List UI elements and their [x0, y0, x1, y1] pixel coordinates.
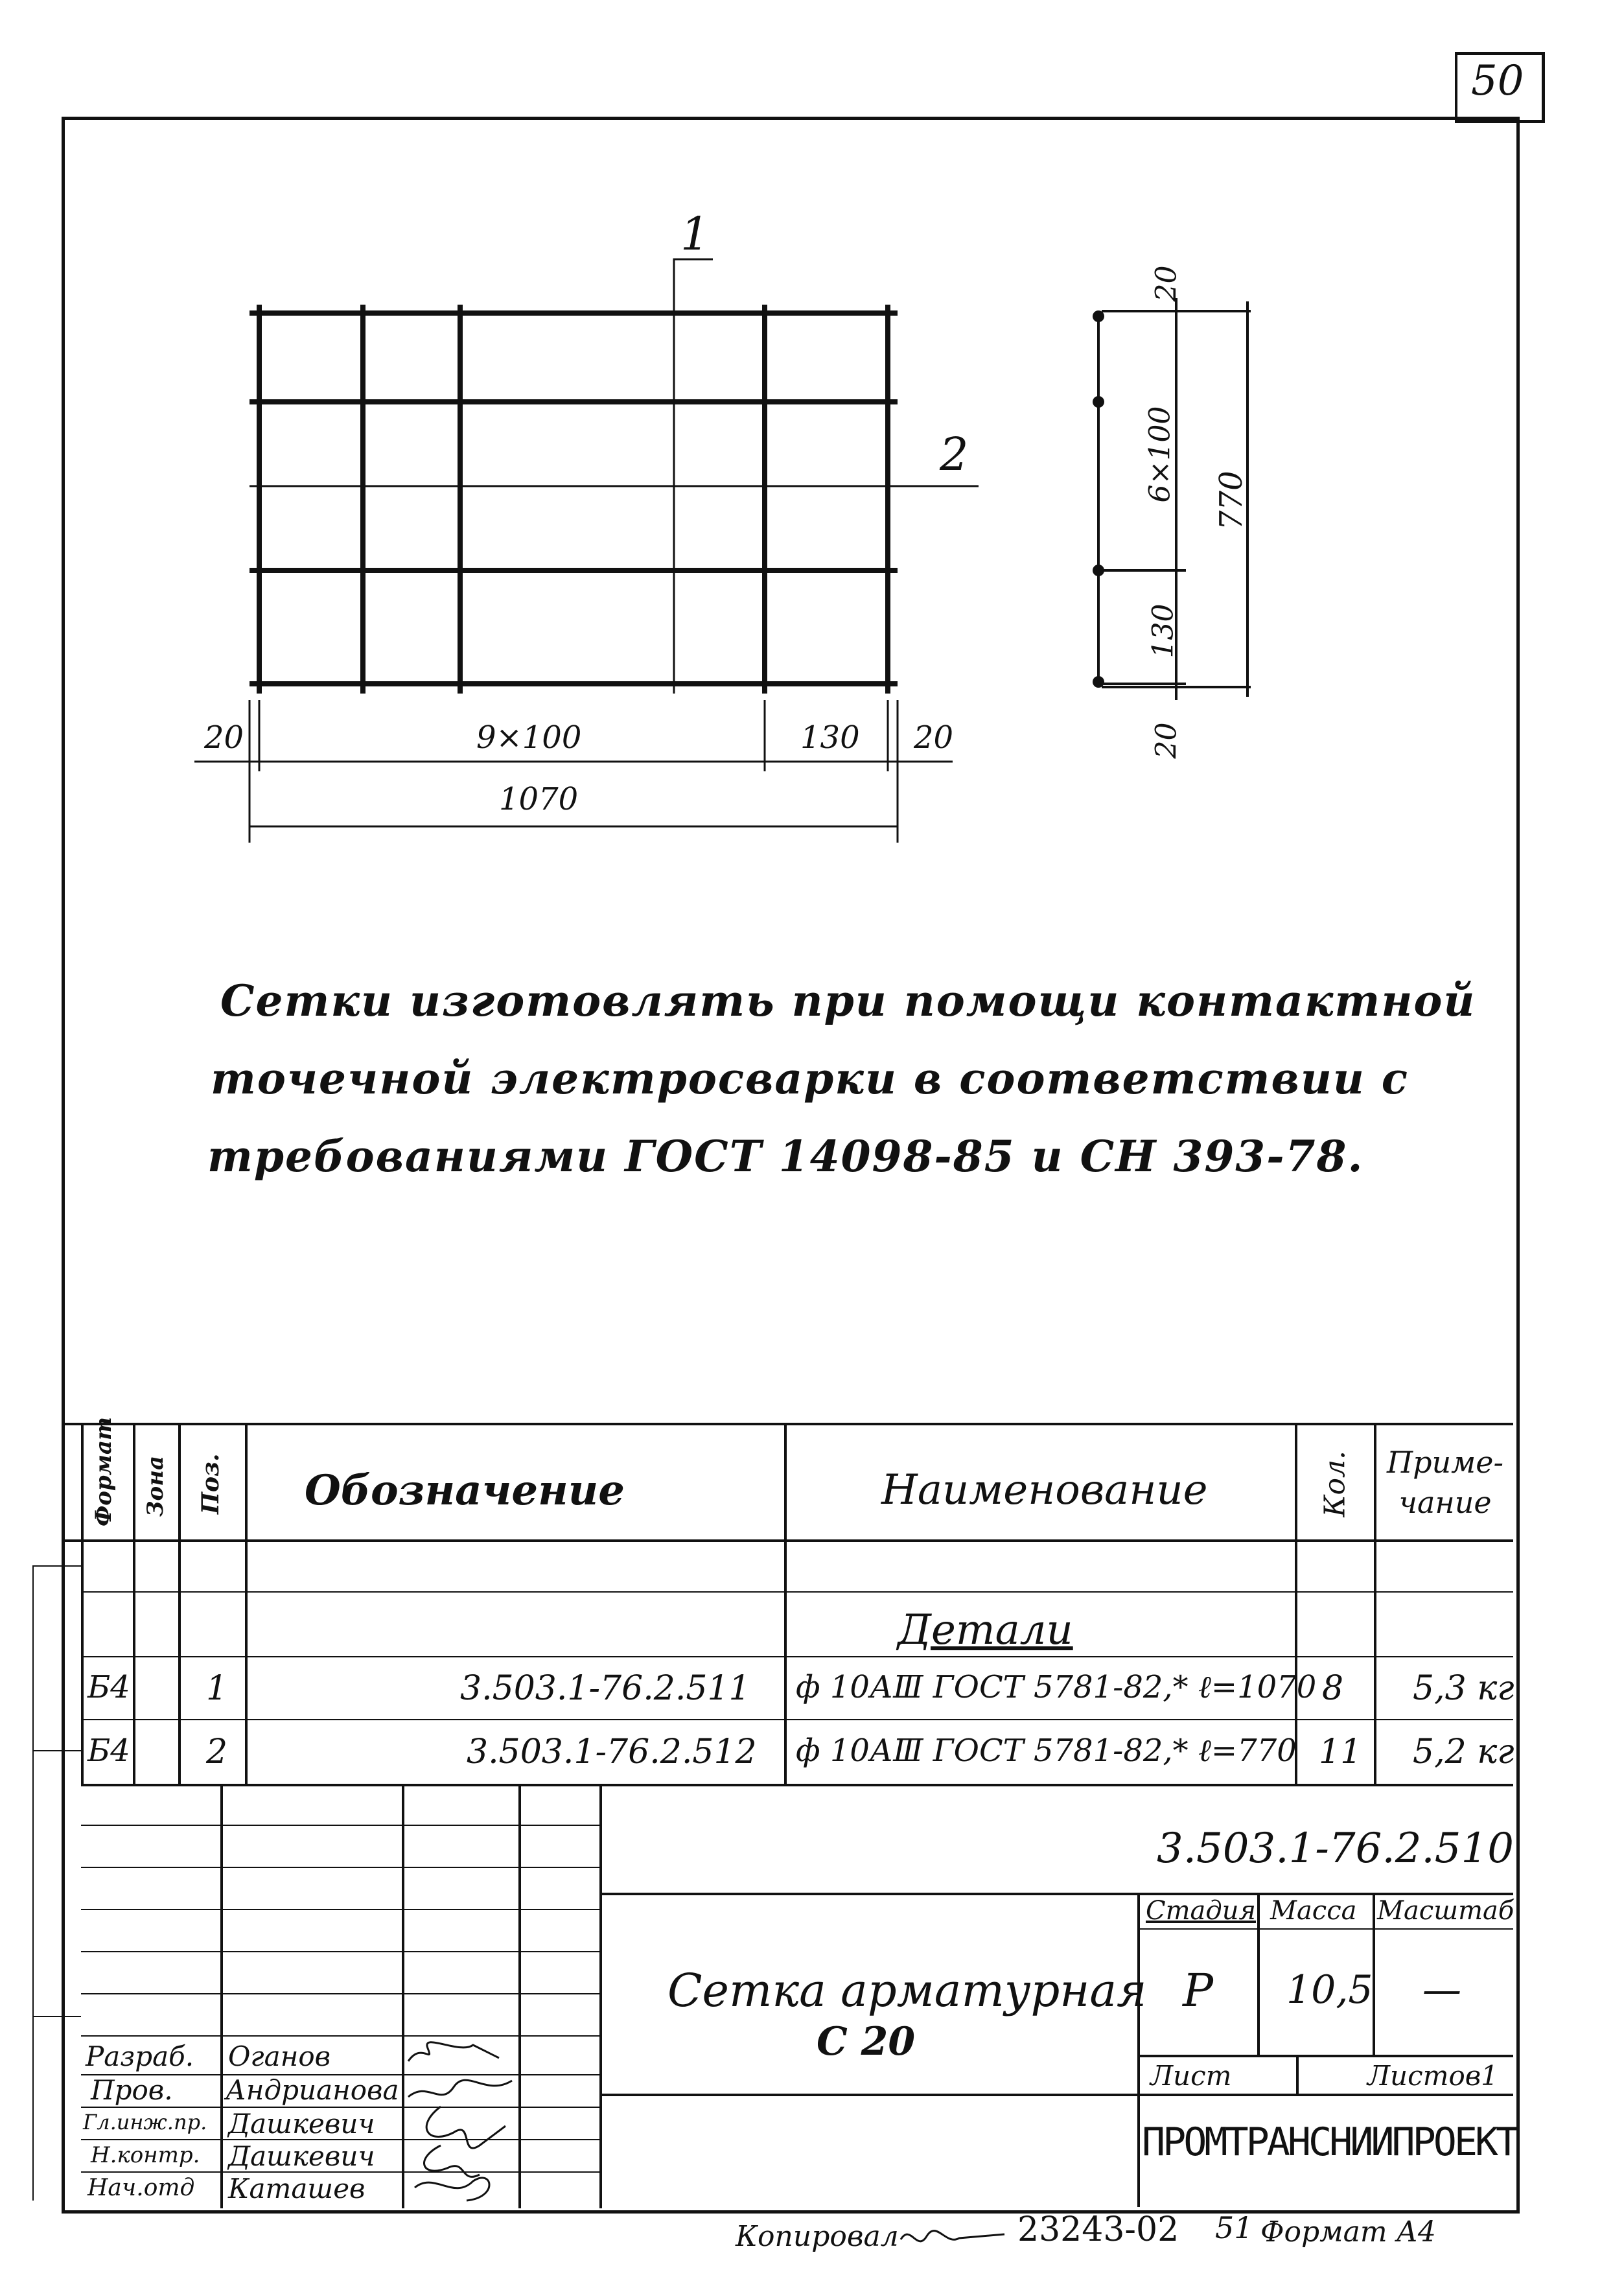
tb-rule: [1137, 2055, 1513, 2057]
margin-tick: [32, 2016, 81, 2017]
callout-1-leader: [674, 259, 713, 305]
tb-col: [518, 1784, 521, 2208]
spec-rule: [81, 1784, 1513, 1786]
note-line-2: точечной электросварки в соответствии с: [211, 1053, 1409, 1104]
mesh-longitudinal-bars: [249, 313, 898, 684]
dim-total-label: 1070: [499, 781, 579, 817]
signature-head: [415, 2178, 489, 2201]
tb-row: [81, 1825, 599, 1826]
name-checker: Андрианова: [226, 2074, 399, 2106]
note-line-3: требованиями ГОСТ 14098-85 и СН 393-78.: [207, 1131, 1364, 1182]
row2-qty: 11: [1319, 1733, 1362, 1771]
header-zone: Зона: [143, 1455, 168, 1517]
tb-row: [81, 1951, 599, 1952]
side-dim-6x100-label: 6×100: [1143, 406, 1177, 503]
row1-qty: 8: [1322, 1669, 1344, 1708]
row2-pos: 2: [206, 1733, 228, 1771]
tb-col: [1257, 1893, 1260, 2055]
side-bar-dot: [1093, 565, 1104, 576]
signatures: [402, 2035, 518, 2207]
side-dim-top-label: 20: [1150, 265, 1183, 302]
side-bar-dot: [1093, 310, 1104, 322]
spec-col: [178, 1423, 181, 1784]
role-dept-head: Нач.отд: [87, 2175, 195, 2201]
footer-format: Формат А4: [1260, 2215, 1436, 2249]
header-name: Наименование: [881, 1466, 1208, 1514]
header-pos: Поз.: [197, 1453, 224, 1514]
scale-label: Масштаб: [1377, 1896, 1514, 1926]
tb-row: [81, 2035, 599, 2037]
header-qty: Кол.: [1318, 1450, 1352, 1517]
footer-order: 23243-02: [1017, 2210, 1179, 2249]
margin-tick: [32, 1750, 81, 1751]
mass-label: Масса: [1270, 1896, 1357, 1926]
tb-row: [81, 1909, 599, 1910]
role-developer: Разраб.: [86, 2040, 194, 2072]
spec-col: [245, 1423, 248, 1784]
title-line-2: С 20: [817, 2019, 916, 2064]
sheet-number: 50: [1471, 57, 1524, 105]
tb-col: [1373, 1893, 1375, 2055]
spec-col: [784, 1423, 787, 1784]
name-norm-control: Дашкевич: [228, 2140, 375, 2172]
role-checker: Пров.: [91, 2074, 173, 2106]
header-note: Приме-чание: [1386, 1445, 1504, 1520]
row1-format: Б4: [87, 1669, 130, 1705]
copier-signature: [898, 2220, 1008, 2259]
footer-num: 51: [1215, 2210, 1253, 2245]
name-developer: Оганов: [228, 2040, 331, 2072]
sheets-label: Листов: [1367, 2060, 1481, 2092]
tb-col: [599, 1784, 602, 2208]
mass-value: 10,5: [1286, 1967, 1373, 2013]
tb-rule: [599, 1893, 1513, 1895]
spec-rule: [81, 1656, 1513, 1657]
mesh-transverse-bars: [259, 305, 888, 694]
stage-label: Стадия: [1146, 1896, 1256, 1926]
row1-designation: 3.503.1-76.2.511: [460, 1669, 750, 1708]
spec-col: [1295, 1423, 1297, 1784]
tb-col: [1137, 1893, 1140, 2207]
mesh-drawing: [0, 0, 1624, 907]
tb-rule: [1137, 1928, 1513, 1930]
spec-rule: [81, 1591, 1513, 1593]
row1-pos: 1: [206, 1669, 228, 1708]
side-dim-total-label: 770: [1213, 471, 1249, 530]
name-chief-engineer: Дашкевич: [228, 2108, 375, 2140]
footer-copied: Копировал: [736, 2220, 899, 2253]
header-format: Формат: [91, 1416, 117, 1526]
scale-value: —: [1422, 1967, 1461, 2013]
side-bar-dot: [1093, 396, 1104, 408]
dim-mid-label: 9×100: [476, 719, 582, 756]
row2-name: ф 10АⅢ ГОСТ 5781-82,* ℓ=770: [796, 1733, 1297, 1769]
row1-note: 5,3 кг: [1413, 1669, 1514, 1708]
dim-130-label: 130: [800, 719, 860, 756]
tb-rule: [599, 2094, 1513, 2096]
margin-tick: [32, 1565, 81, 1567]
side-dim-130-label: 130: [1146, 603, 1180, 659]
margin-line: [32, 1565, 34, 2201]
spec-col: [133, 1423, 135, 1784]
stage-value: Р: [1183, 1964, 1214, 2017]
row2-note: 5,2 кг: [1413, 1733, 1514, 1771]
row1-name: ф 10АⅢ ГОСТ 5781-82,* ℓ=1070: [796, 1669, 1317, 1705]
note-line-1: Сетки изготовлять при помощи контактной: [220, 976, 1476, 1026]
signature-norm: [424, 2145, 480, 2177]
callout-2-label: 2: [940, 428, 969, 481]
side-bar-dot: [1093, 676, 1104, 688]
header-designation: Обозначение: [305, 1466, 625, 1515]
signature-checker: [408, 2080, 512, 2097]
dim-right-label: 20: [914, 719, 954, 756]
spec-rule: [81, 1719, 1513, 1720]
org-name: ПРОМТРАНСНИИПРОЕКТ: [1142, 2120, 1517, 2165]
row2-designation: 3.503.1-76.2.512: [467, 1733, 757, 1771]
sheets-value: 1: [1481, 2060, 1498, 2092]
section-details: Детали: [898, 1606, 1073, 1654]
tb-row: [81, 1867, 599, 1868]
signature-chief: [426, 2107, 505, 2148]
row2-format: Б4: [87, 1733, 130, 1769]
signature-developer: [408, 2042, 499, 2061]
spec-col: [1374, 1423, 1376, 1784]
spec-col: [81, 1423, 84, 1784]
name-dept-head: Каташев: [228, 2173, 365, 2204]
sheet-label: Лист: [1150, 2060, 1232, 2092]
role-norm-control: Н.контр.: [91, 2142, 200, 2168]
dim-left-label: 20: [204, 719, 244, 756]
title-line-1: Сетка арматурная: [667, 1964, 1147, 2017]
side-dim-bottom-label: 20: [1150, 722, 1183, 759]
callout-1-label: 1: [680, 207, 710, 261]
tb-col: [220, 1784, 223, 2208]
role-chief-engineer: Гл.инж.пр.: [83, 2110, 207, 2134]
doc-code: 3.503.1-76.2.510: [1157, 1825, 1514, 1873]
tb-col: [1296, 2055, 1299, 2094]
tb-row: [81, 1993, 599, 1994]
